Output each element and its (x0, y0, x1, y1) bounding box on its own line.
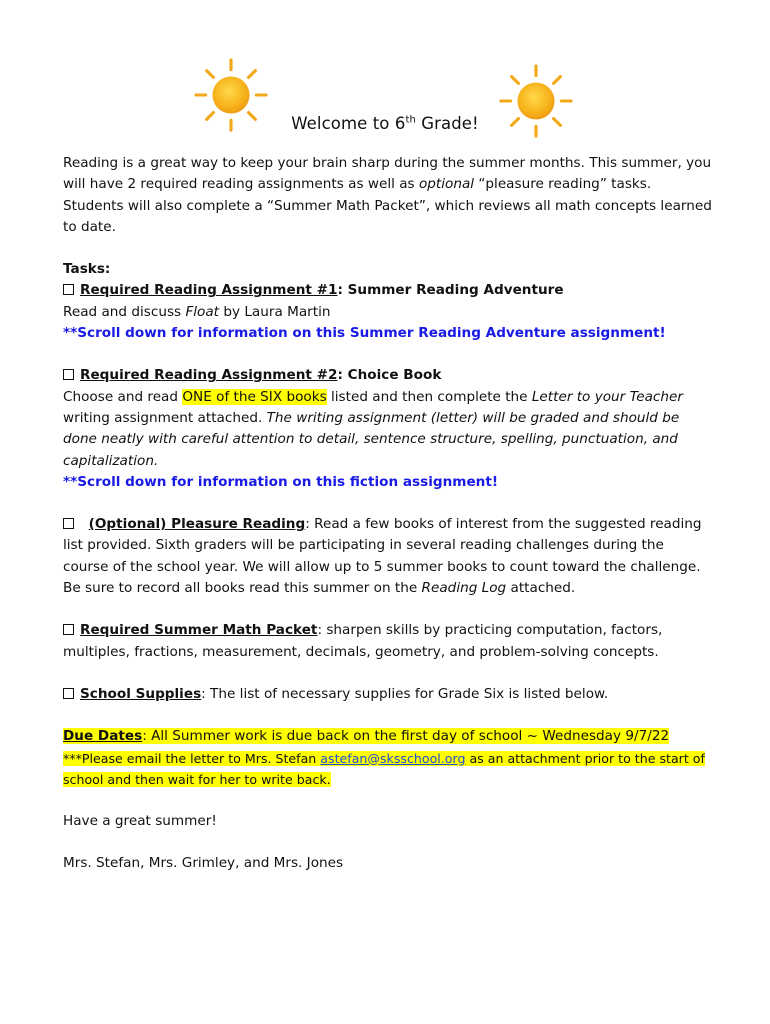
email-instructions (63, 748, 713, 791)
letter-body (63, 153, 713, 875)
letter-title-italic: Letter to your Teacher (531, 388, 683, 405)
checkbox-icon[interactable] (63, 624, 74, 635)
assignment-1-description (63, 302, 713, 323)
assignment-2-note (63, 472, 713, 493)
assignment-1-title: Required Reading Assignment #1 (80, 282, 338, 299)
assignment-1-note-text: **Scroll down for information on this Summer Reading Adventure assignment! (63, 325, 666, 342)
checkbox-icon[interactable] (63, 284, 74, 295)
intro-text-rest: “pleasure reading” tasks. Students will also complete a “Summer Math Packet”, which reviews all math concepts learned to date. (63, 176, 712, 235)
task-school-supplies (63, 684, 713, 705)
title-prefix: Welcome to 6 (291, 114, 406, 133)
pleasure-reading-text-end: attached. (506, 580, 576, 597)
email-note-text-end: as an attachment prior to the start of school and then wait for her to write back. (63, 750, 705, 787)
title-suffix: Grade! (415, 114, 479, 133)
assignment-2-note-text: **Scroll down for information on this fiction assignment! (63, 473, 499, 490)
intro-text: Reading is a great way to keep your brain sharp during the summer months. This summer, you will have 2 required reading assignments as well as (63, 155, 712, 193)
task-assignment-1 (63, 280, 713, 301)
pleasure-reading-title: (Optional) Pleasure Reading (88, 516, 306, 533)
intro-paragraph (63, 153, 713, 238)
closing-line (63, 811, 713, 832)
assignment-2-text-a: Choose and read (63, 388, 183, 405)
reading-log-italic: Reading Log (421, 580, 507, 597)
assignment-1-text: Read and discuss (63, 303, 186, 320)
math-packet-title: Required Summer Math Packet (80, 622, 318, 639)
school-supplies-text: : The list of necessary supplies for Grade Six is listed below. (201, 685, 609, 702)
due-dates-label: Due Dates (63, 728, 143, 745)
pleasure-reading-text: : Read a few books of interest from the suggested reading list provided. Sixth graders will be participating in several reading challenges during the course of the school year. We will allow up to 5 summer books to count toward the challenge. Be sure to record all books read this summer on the (63, 516, 702, 597)
tasks-heading (63, 259, 713, 280)
assignment-2-description (63, 387, 713, 472)
due-dates-text: : All Summer work is due back on the first day of school ~ Wednesday 9/7/22 (142, 728, 670, 745)
checkbox-icon[interactable] (63, 518, 74, 529)
due-dates (63, 726, 713, 747)
title-superscript: th (405, 114, 416, 126)
tasks-heading-text: Tasks: (63, 261, 111, 278)
assignment-2-text-b: listed and then complete the (326, 388, 532, 405)
assignment-2-highlight: ONE of the SIX books (182, 388, 327, 405)
checkbox-icon[interactable] (63, 688, 74, 699)
checkbox-icon[interactable] (63, 369, 74, 380)
book-title-float: Float (185, 303, 220, 320)
email-note-text: ***Please email the letter to Mrs. Stefan (63, 750, 321, 766)
school-supplies-title: School Supplies (80, 685, 202, 702)
assignment-1-subtitle: : Summer Reading Adventure (337, 282, 564, 299)
assignment-2-subtitle: : Choice Book (337, 367, 442, 384)
email-link[interactable]: astefan@sksschool.org (320, 750, 466, 766)
task-math-packet (63, 620, 713, 663)
assignment-1-author: by Laura Martin (219, 303, 331, 320)
assignment-2-text-c: writing assignment attached. (63, 409, 267, 426)
signature-text: Mrs. Stefan, Mrs. Grimley, and Mrs. Jones (63, 855, 344, 872)
assignment-1-note (63, 323, 713, 344)
closing-text: Have a great summer! (63, 813, 217, 830)
assignment-2-grading-note: The writing assignment (letter) will be graded and should be done neatly with careful attention to detail, sentence structure, spelling, punctuation, and capitalization. (63, 409, 680, 469)
assignment-2-title: Required Reading Assignment #2 (80, 367, 338, 384)
signature (63, 853, 713, 874)
task-pleasure-reading (63, 514, 713, 599)
intro-italic: optional (418, 176, 475, 193)
task-assignment-2 (63, 365, 713, 386)
math-packet-text: : sharpen skills by practicing computation, factors, multiples, fractions, measurement, decimals, geometry, and problem-solving concepts. (63, 622, 663, 660)
page-title (0, 114, 770, 133)
